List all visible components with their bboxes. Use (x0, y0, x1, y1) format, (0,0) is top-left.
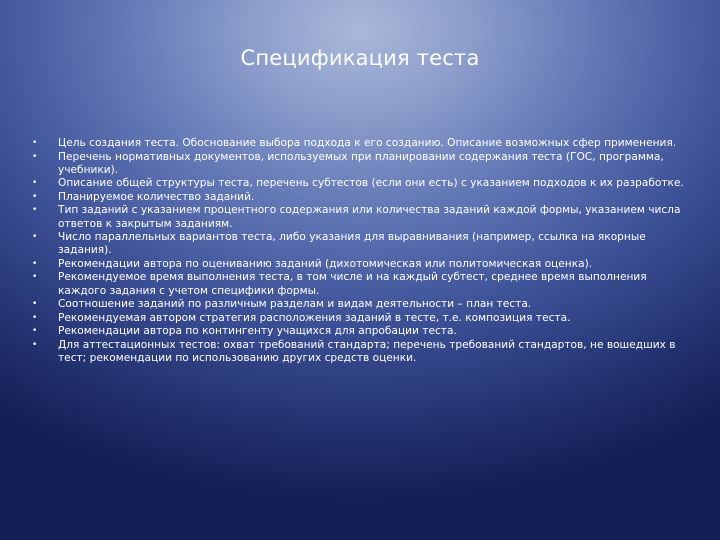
bullet-text: Рекомендации автора по оцениванию заданий (дихотомическая или политомическая оценка). (58, 257, 593, 270)
bullet-dot-icon: • (32, 272, 38, 283)
bullet-item (32, 231, 696, 257)
bullet-text: Рекомендации автора по контингенту учащихся для апробации теста. (58, 325, 457, 338)
bullet-list (32, 137, 696, 366)
bullet-dot-icon: • (32, 299, 38, 310)
bullet-text: Цель создания теста. Обоснование выбора подхода к его созданию. Описание возможных сфер применения. (58, 137, 677, 149)
bullet-item (32, 258, 696, 271)
bullet-item (32, 204, 696, 230)
bullet-item (32, 339, 696, 365)
bullet-item (32, 177, 696, 190)
bullet-text: Соотношение заданий по различным разделам и видам деятельности – план теста. (58, 298, 532, 311)
bullet-dot-icon: • (32, 151, 38, 162)
bullet-dot-icon: • (32, 232, 38, 243)
bullet-dot-icon: • (32, 191, 38, 202)
bullet-item (32, 137, 696, 150)
bullet-item (32, 191, 696, 204)
bullet-dot-icon: • (32, 205, 38, 216)
bullet-dot-icon: • (32, 312, 38, 323)
bullet-text: Число параллельных вариантов теста, либо указания для выравнивания (например, ссылка на якорные задания). (58, 231, 646, 257)
bullet-text: Рекомендуемая автором стратегия расположения заданий в тесте, т.е. композиция теста. (58, 311, 571, 324)
bullet-dot-icon: • (32, 178, 38, 189)
bullet-dot-icon: • (32, 326, 38, 337)
bullet-dot-icon: • (32, 258, 38, 269)
bullet-text: Тип заданий с указанием процентного содержания или количества заданий каждой формы, указанием числа ответов к закрытым заданиям. (58, 204, 681, 230)
bullet-text: Для аттестационных тестов: охват требований стандарта; перечень требований стандартов, не вошедших в тест; рекомендации по использованию других средств оценки. (58, 338, 676, 364)
bullet-item (32, 325, 696, 338)
bullet-dot-icon: • (32, 138, 38, 148)
bullet-text: Перечень нормативных документов, используемых при планировании содержания теста (ГОС, программа, учебники). (58, 150, 664, 176)
bullet-item (32, 271, 696, 297)
bullet-item (32, 298, 696, 311)
bullet-text: Рекомендуемое время выполнения теста, в том числе и на каждый субтест, среднее время выполнения каждого задания с учетом специфики формы. (58, 271, 647, 297)
bullet-text: Планируемое количество заданий. (58, 190, 255, 203)
bullet-item (32, 151, 696, 177)
bullet-dot-icon: • (32, 339, 38, 350)
bullet-item (32, 312, 696, 325)
bullet-text: Описание общей структуры теста, перечень субтестов (если они есть) с указанием подходов к их разработке. (58, 177, 684, 190)
slide-title: Спецификация теста (240, 46, 480, 70)
